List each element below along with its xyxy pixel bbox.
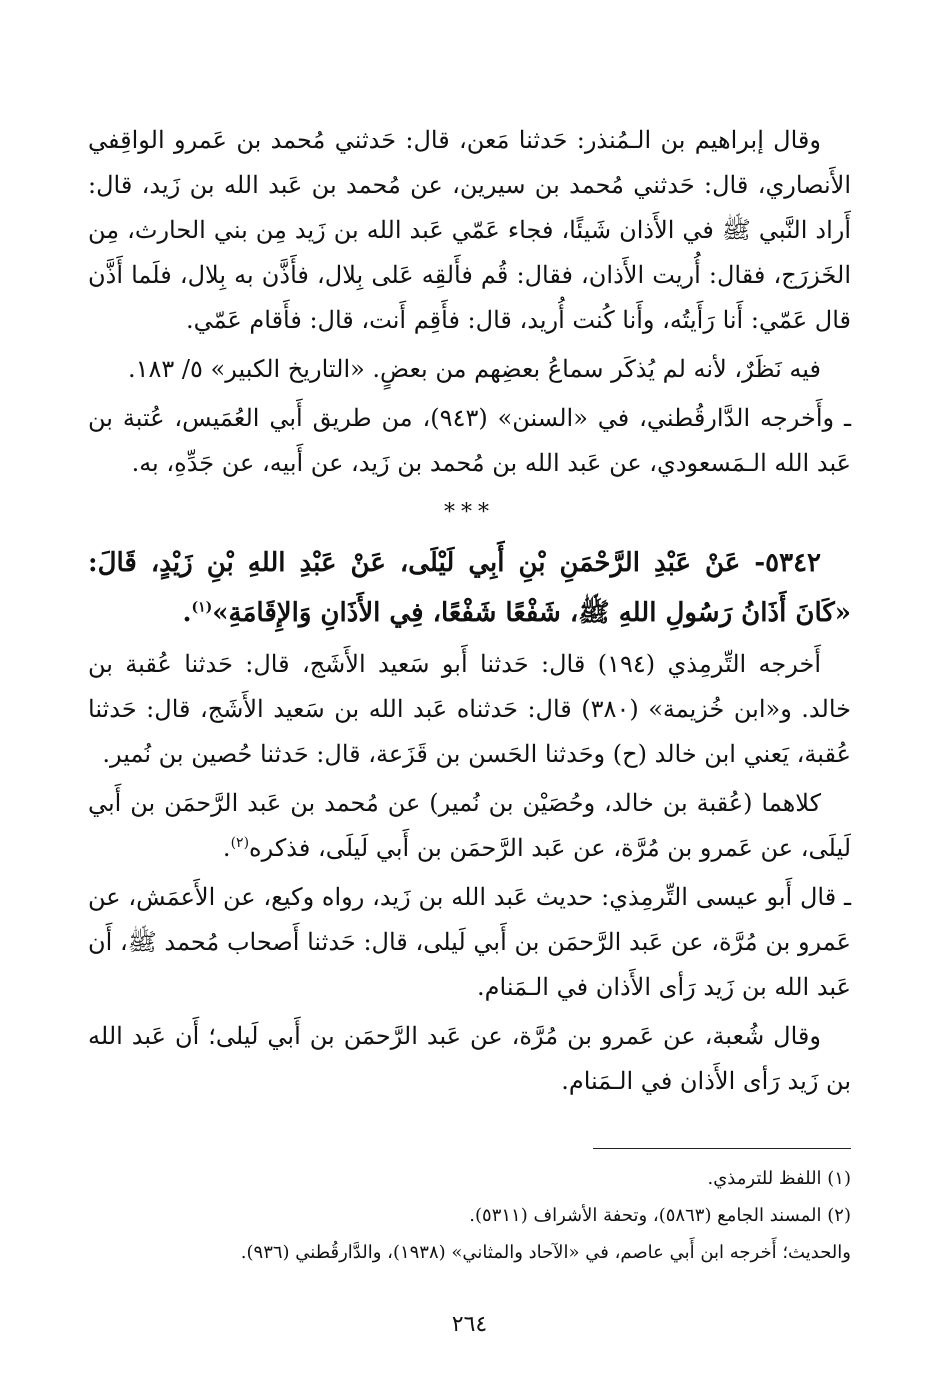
footnote-1: (١) اللفظ للترمذي. <box>707 1168 851 1189</box>
footnotes <box>88 1160 851 1271</box>
footnote-divider <box>593 1148 851 1149</box>
footnote-ref-1: (١) <box>191 599 213 616</box>
hadith-end: . <box>182 598 192 628</box>
page-number: ٢٦٤ <box>451 1312 488 1337</box>
hadith-text: «كَانَ أَذَانُ رَسُولِ اللهِ ﷺ، شَفْعًا شَفْعًا، فِي الأَذَانِ وَالإِقَامَةِ» <box>212 598 851 628</box>
paragraph-daraqutni: ـ وأَخرجه الدَّارقُطني، في «السنن» (٩٤٣)، من طريق أَبي العُمَيس، عُتبة بن عَبد الله الـمَسعودي، عن عَبد الله بن مُحمد بن زَيد، عن أَبيه، عن جَدِّهِ، به. <box>88 404 852 477</box>
paragraph-both-chains-text: كلاهما (عُقبة بن خالد، وحُصَيْن بن نُمير) عن مُحمد بن عَبد الرَّحمَن بن أَبي لَيلَى، عن عَمرو بن مُرَّة، عن عَبد الرَّحمَن بن أَبي لَيلَى، فذكره <box>88 789 851 862</box>
footnote-ref-2: (٢) <box>230 835 250 851</box>
paragraph-ibrahim-narration: وقال إبراهيم بن الـمُنذر: حَدثنا مَعن، قال: حَدثني مُحمد بن عَمرو الواقِفي الأَنصاري، قال: حَدثني مُحمد بن سيرين، عن مُحمد بن عَبد الله بن زَيد، قال: أَراد النَّبي ﷺ في الأَذان شَيئًا، فجاء عَمّي عَبد الله بن زَيد مِن بني الحارث، مِن الخَزرَج، فقال: أُريت الأَذان، فقال: قُم فأَلقِه عَلى بِلال، فأَذَّن به بِلال، فلَما أَذَّن قال عَمّي: أَنا رَأَيتُه، وأَنا كُنت أُريد، قال: فأَقِم أَنت، قال: فأَقام عَمّي. <box>88 126 851 334</box>
hadith-chain: عَنْ عَبْدِ الرَّحْمَنِ بْنِ أَبِي لَيْلَى، عَنْ عَبْدِ اللهِ بْنِ زَيْدٍ، قَالَ: <box>88 548 741 578</box>
section-separator: *** <box>444 500 495 525</box>
paragraph-both-chains <box>88 781 851 871</box>
paragraph-both-chains-end: . <box>222 834 231 862</box>
hadith-number: ٥٣٤٢ <box>765 548 821 578</box>
paragraph-shuba: وقال شُعبة، عن عَمرو بن مُرَّة، عن عَبد الرَّحمَن بن أَبي لَيلى؛ أَن عَبد الله بن زَيد رَأى الأَذان في الـمَنام. <box>88 1022 851 1095</box>
footnote-2: (٢) المسند الجامع (٥٨٦٣)، وتحفة الأشراف (٥٣١١). <box>469 1205 851 1226</box>
paragraph-abu-isa: ـ قال أَبو عيسى التِّرمِذي: حديث عَبد الله بن زَيد، رواه وكيع، عن الأَعمَش، عن عَمرو بن مُرَّة، عن عَبد الرَّحمَن بن أَبي لَيلى، قال: حَدثنا أَصحاب مُحمد ﷺ، أَن عَبد الله بن زَيد رَأى الأَذان في الـمَنام. <box>88 883 851 1001</box>
paragraph-bukhari-note: فيه نَظَرٌ، لأنه لم يُذكَر سماعُ بعضِهم من بعضٍ. «التاريخ الكبير» ٥/ ١٨٣. <box>127 355 821 383</box>
paragraph-tirmidhi-takhrij: أَخرجه التِّرمِذي (١٩٤) قال: حَدثنا أَبو سَعيد الأَشَج، قال: حَدثنا عُقبة بن خالد. و«ابن خُزيمة» (٣٨٠) قال: حَدثناه عَبد الله بن سَعيد الأَشَج، قال: حَدثنا عُقبة، يَعني ابن خالد (ح) وحَدثنا الحَسن بن قَزَعة، قال: حَدثنا حُصين بن نُمير. <box>88 650 851 768</box>
hadith-heading <box>88 538 851 638</box>
footnote-2-continuation: والحديث؛ أَخرجه ابن أَبي عاصم، في «الآحاد والمثاني» (١٩٣٨)، والدَّارقُطني (٩٣٦). <box>240 1242 851 1263</box>
page-body <box>88 118 851 1108</box>
hadith-dash: - <box>740 548 766 578</box>
